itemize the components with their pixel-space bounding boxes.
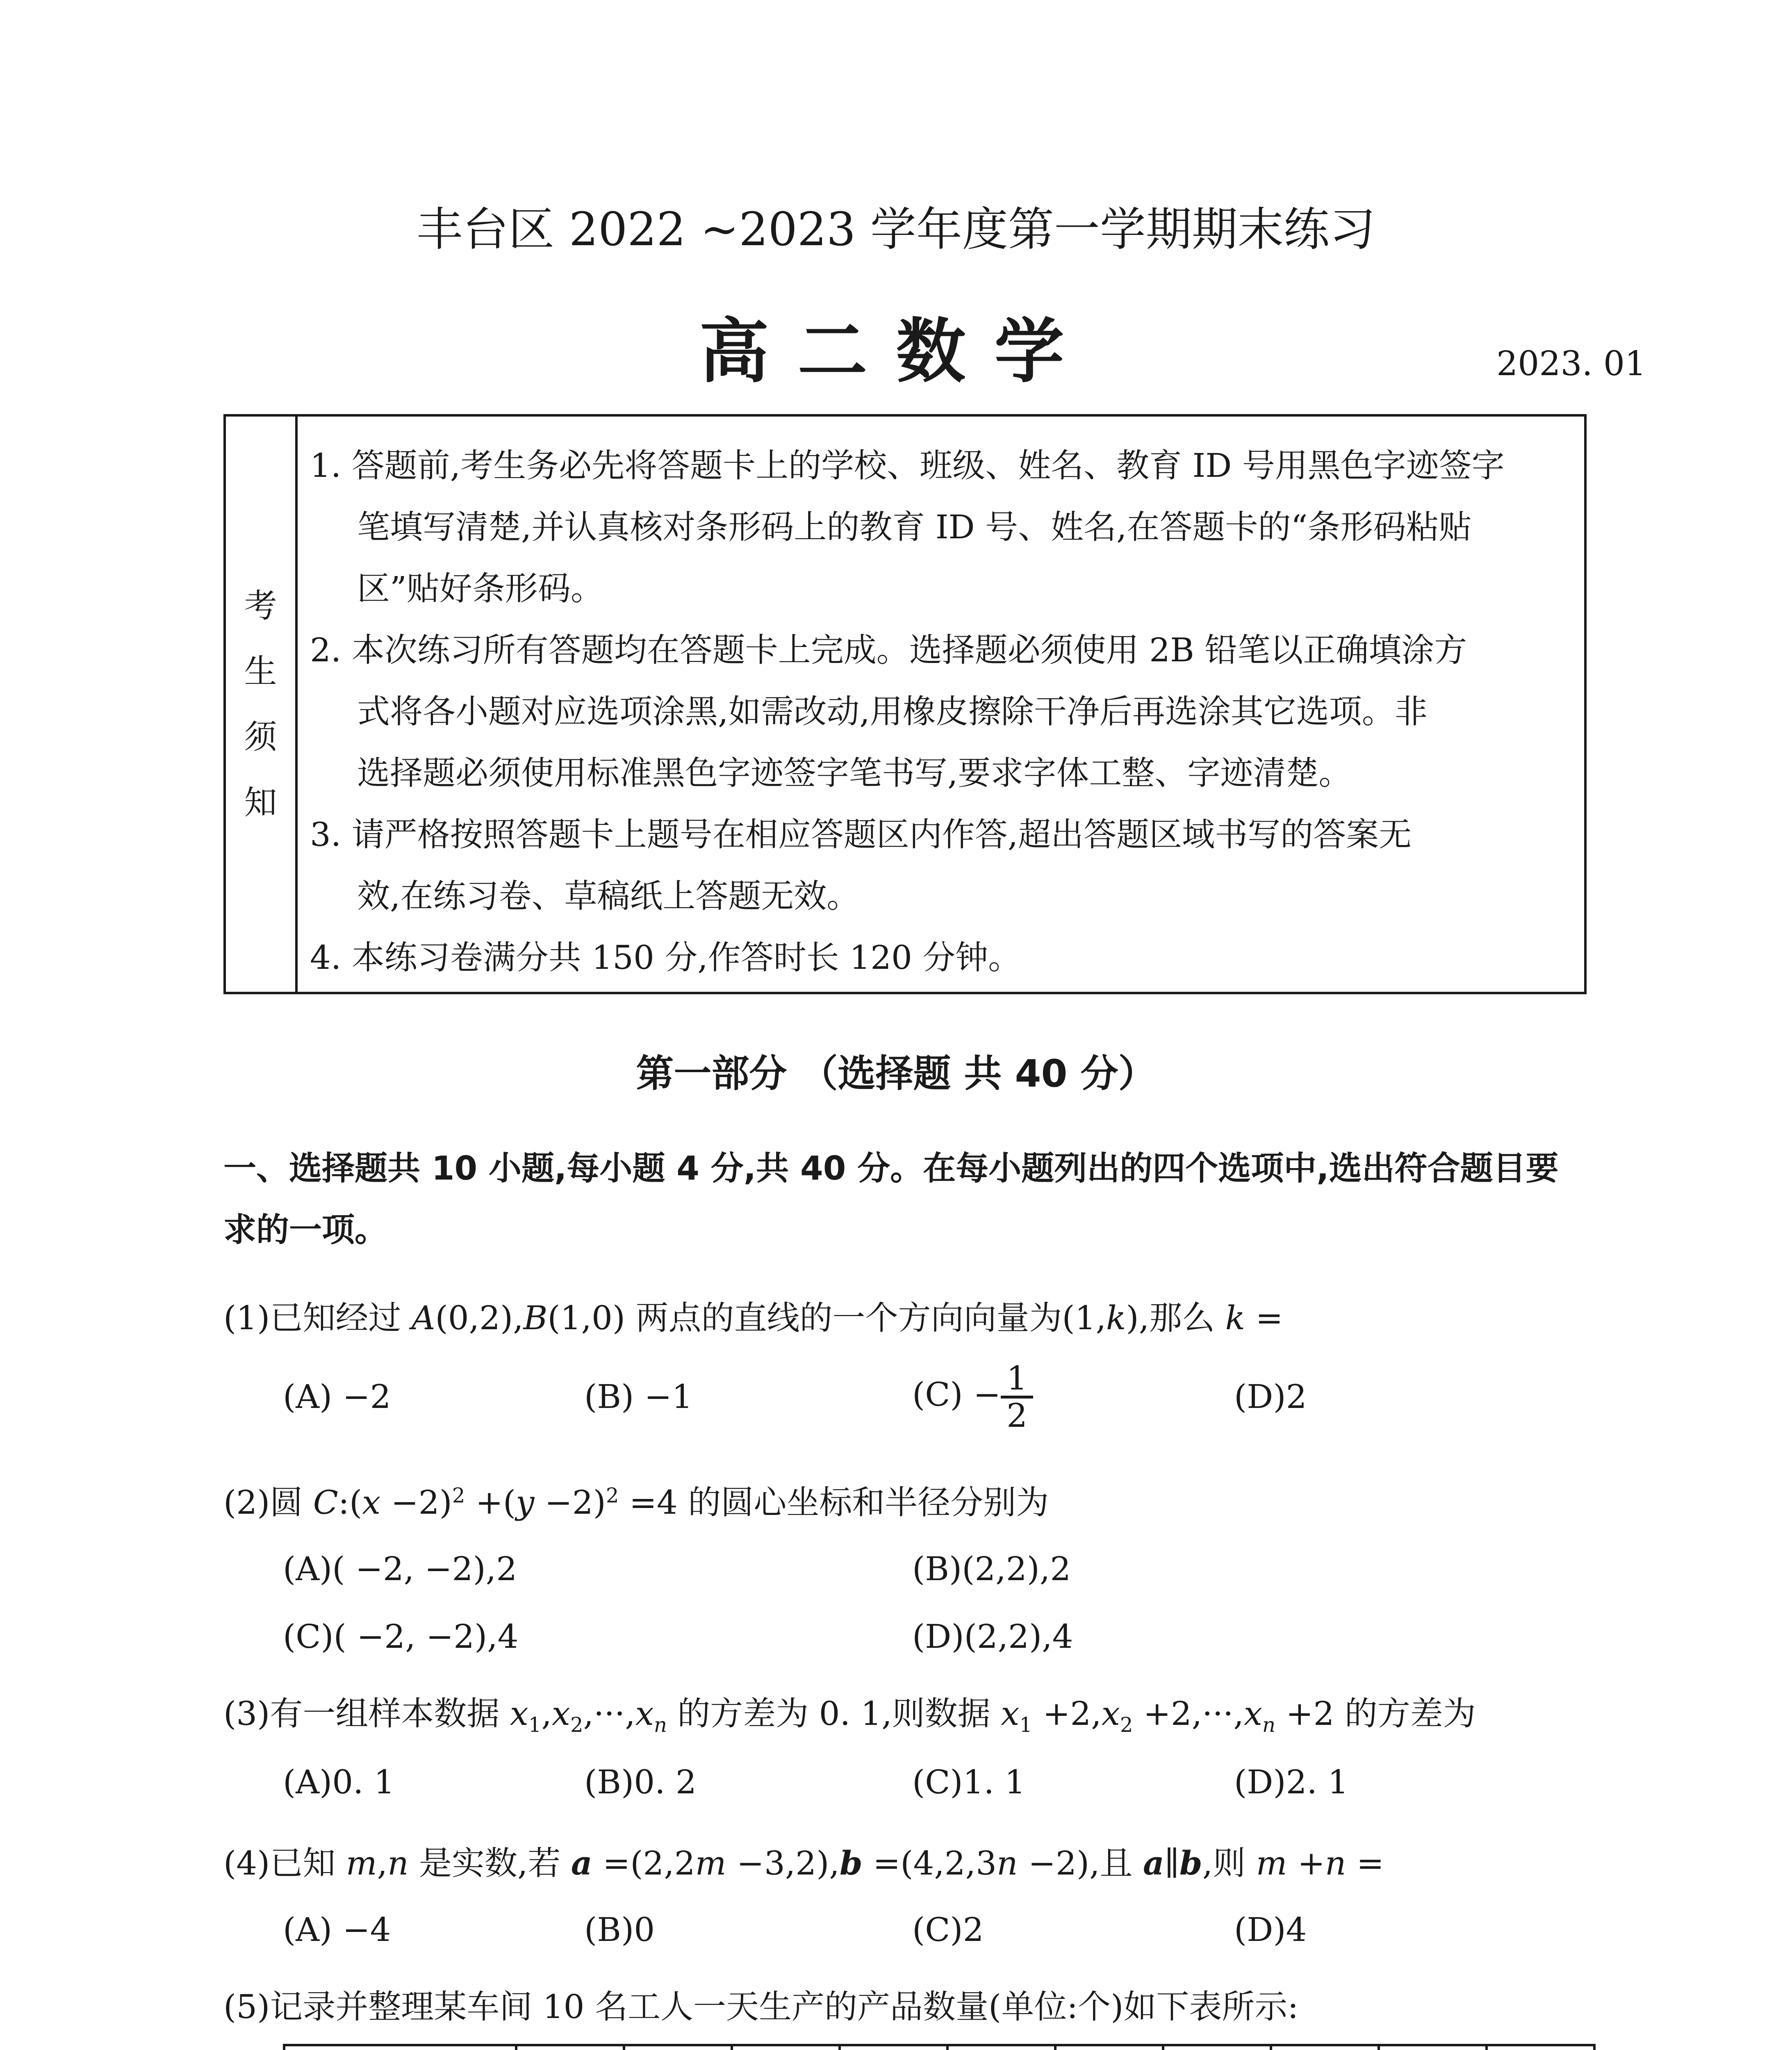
data-table (283, 2044, 1596, 2050)
question-1-stem: (1)已知经过 A(0,2),B(1,0) 两点的直线的一个方向向量为(1,k),那么 k = (223, 1299, 1283, 1337)
notice-item-4: 4. 本练习卷满分共 150 分,作答时长 120 分钟。 (310, 938, 1021, 977)
question-2-option-c: (C)( −2, −2),4 (283, 1617, 519, 1656)
question-1-option-b: (B) −1 (584, 1378, 693, 1416)
question-1-option-d: (D)2 (1234, 1378, 1307, 1416)
question-3-option-d: (D)2. 1 (1234, 1763, 1349, 1801)
question-1-option-c: (C) − $\frac{1}{2}$ (912, 1361, 1033, 1433)
notice-item-3: 3. 请严格按照答题卡上题号在相应答题区内作答,超出答题区域书写的答案无 效,在练习卷、草稿纸上答题无效。 (310, 815, 1412, 915)
question-4-option-c: (C)2 (912, 1911, 984, 1949)
question-5-stem: (5)记录并整理某车间 10 名工人一天生产的产品数量(单位:个)如下表所示: (223, 1988, 1299, 2026)
question-4-stem: (4)已知 m,n 是实数,若 a =(2,2m −3,2),b =(4,2,3n −2),且 a∥b,则 m +n = (223, 1844, 1384, 1882)
table-cell (1487, 2045, 1594, 2050)
table-cell (840, 2045, 947, 2050)
question-2-option-a: (A)( −2, −2),2 (283, 1550, 517, 1588)
question-4-option-a: (A) −4 (283, 1911, 391, 1949)
question-3-stem: (3)有一组样本数据 $x_1,x_2,\cdot\cdot\cdot,x_n$ 的方差为 0. 1,则数据 $x_1 +2,x_2 +2,\cdot\cdot\cdot,x_n +2$ 的方差为 (223, 1695, 1476, 1737)
part-title: 第一部分 （选择题 共 40 分） (636, 1052, 1156, 1096)
question-3-option-c: (C)1. 1 (912, 1763, 1026, 1801)
table-cell (732, 2045, 840, 2050)
fraction: $\frac{1}{2}$ (1001, 1361, 1033, 1433)
table-cell (1055, 2045, 1163, 2050)
table-row-label (284, 2045, 516, 2050)
question-2-option-b: (B)(2,2),2 (912, 1550, 1071, 1588)
exam-date: 2023. 01 (1496, 344, 1646, 383)
question-3-option-a: (A)0. 1 (283, 1763, 395, 1801)
subject-title: 高二数学 (699, 310, 1093, 392)
table-cell (1271, 2045, 1379, 2050)
notice-item-2: 2. 本次练习所有答题均在答题卡上完成。选择题必须使用 2B 铅笔以正确填涂方 式将各小题对应选项涂黑,如需改动,用橡皮擦除干净后再选涂其它选项。非 选择题必须使用标准黑色字迹签字笔书写,要求字体工整、字迹清楚。 (310, 631, 1467, 792)
question-3-option-b: (B)0. 2 (584, 1763, 697, 1801)
question-2-stem: (2)圆 C:(x $-2)^2 +(y -2)^2 =4$ 的圆心坐标和半径分别为 (223, 1483, 1049, 1522)
table-row-workers (284, 2045, 1594, 2050)
notice-label-cell (226, 417, 298, 992)
section-intro: 一、选择题共 10 小题,每小题 4 分,共 40 分。在每小题列出的四个选项中,选出符合题目要求的一项。 (223, 1149, 1559, 1249)
notice-content (310, 435, 1581, 989)
table-cell (1379, 2045, 1487, 2050)
table-cell (1163, 2045, 1271, 2050)
question-4-option-b: (B)0 (584, 1911, 655, 1949)
notice-item-1: 1. 答题前,考生务必先将答题卡上的学校、班级、姓名、教育 ID 号用黑色字迹签字 笔填写清楚,并认真核对条形码上的教育 ID 号、姓名,在答题卡的“条形码粘贴 区”贴好条形码。 (310, 446, 1505, 608)
notice-label: 考生须知 (244, 586, 277, 822)
question-2-option-d: (D)(2,2),4 (912, 1617, 1073, 1656)
table-cell (947, 2045, 1055, 2050)
question-1-option-a: (A) −2 (283, 1378, 391, 1416)
question-4-option-d: (D)4 (1234, 1911, 1307, 1949)
table-cell (516, 2045, 624, 2050)
school-title: 丰台区 2022 ~2023 学年度第一学期期末练习 (417, 203, 1375, 256)
table-cell (624, 2045, 732, 2050)
notice-box (223, 414, 1587, 994)
